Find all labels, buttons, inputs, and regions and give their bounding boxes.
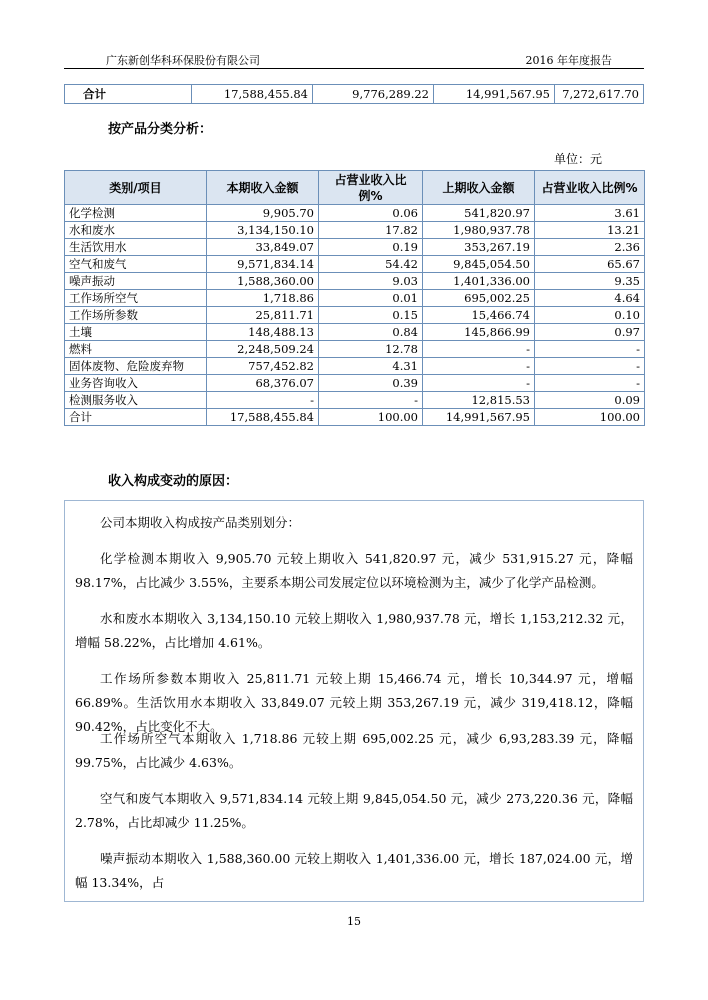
table-cell: 100.00 [535,409,645,426]
table-row [65,358,645,375]
table-row [65,205,645,222]
table-row [65,307,645,324]
unit-label: 单位：元 [553,152,602,166]
table-cell: 工作场所空气 [65,290,207,307]
table-cell: 0.09 [535,392,645,409]
table-cell: 25,811.71 [207,307,319,324]
table-cell: 化学检测 [65,205,207,222]
table-cell: 7,272,617.70 [555,85,644,104]
total-label: 合计 [65,85,192,104]
table-cell: 0.39 [319,375,423,392]
table-cell: 9,845,054.50 [423,256,535,273]
table-cell: 1,401,336.00 [423,273,535,290]
table-cell: - [423,341,535,358]
table-row [65,273,645,290]
table-cell: 15,466.74 [423,307,535,324]
table-cell: 68,376.07 [207,375,319,392]
table-cell: 14,991,567.95 [434,85,555,104]
table-cell: 0.15 [319,307,423,324]
table-cell: 0.97 [535,324,645,341]
table-cell: 695,002.25 [423,290,535,307]
table-cell: 噪声振动 [65,273,207,290]
table-body [65,205,645,426]
table-cell: - [535,341,645,358]
reason-text-box [64,500,644,902]
table-cell: 17.82 [319,222,423,239]
table-row [65,290,645,307]
table-row [65,239,645,256]
table-row [65,341,645,358]
col-header-category: 类别/项目 [65,171,207,205]
company-name: 广东新创华科环保股份有限公司 [106,54,260,67]
table-cell: 工作场所参数 [65,307,207,324]
product-category-table [64,170,645,426]
table-cell: 3.61 [535,205,645,222]
previous-table-total-row [64,84,644,104]
table-cell: 业务咨询收入 [65,375,207,392]
table-cell: 1,980,937.78 [423,222,535,239]
table-cell: 757,452.82 [207,358,319,375]
table-cell: 17,588,455.84 [192,85,313,104]
page-number: 15 [347,915,361,928]
table-cell: - [319,392,423,409]
reason-paragraph: 噪声振动本期收入 1,588,360.00 元较上期收入 1,401,336.00 元，增长 187,024.00 元，增幅 13.34%，占 [75,851,633,890]
product-section-title: 按产品分类分析： [108,122,213,137]
reason-paragraph: 水和废水本期收入 3,134,150.10 元较上期收入 1,980,937.78 元，增长 1,153,212.32 元，增幅 58.22%，占比增加 4.61%。 [75,611,633,650]
table-cell: 148,488.13 [207,324,319,341]
table-cell: 14,991,567.95 [423,409,535,426]
table-row [65,222,645,239]
table-cell: - [535,375,645,392]
table-cell: 合计 [65,409,207,426]
reason-paragraph: 工作场所空气本期收入 1,718.86 元较上期 695,002.25 元，减少 6,93,283.39 元，降幅 99.75%，占比减少 4.63%。 [75,731,633,770]
table-cell: - [207,392,319,409]
table-row [65,256,645,273]
table-cell: - [535,358,645,375]
table-cell: 12.78 [319,341,423,358]
table-cell: 17,588,455.84 [207,409,319,426]
table-cell: 1,588,360.00 [207,273,319,290]
table-cell: 0.10 [535,307,645,324]
table-cell: 13.21 [535,222,645,239]
report-title: 2016 年年度报告 [525,54,612,67]
table-cell: 2,248,509.24 [207,341,319,358]
table-cell: 9,905.70 [207,205,319,222]
table-cell: 4.64 [535,290,645,307]
reason-paragraph: 化学检测本期收入 9,905.70 元较上期收入 541,820.97 元，减少 531,915.27 元，降幅 98.17%，占比减少 3.55%，主要系本期公司发展定位以环境检测为主，减少了化学产品检测。 [75,551,633,590]
table-cell: 3,134,150.10 [207,222,319,239]
col-header-current-ratio: 占营业收入比例% [319,171,423,205]
reason-section-title: 收入构成变动的原因： [108,474,239,489]
table-cell: 65.67 [535,256,645,273]
table-row [65,85,644,104]
table-cell: 100.00 [319,409,423,426]
table-cell: - [423,358,535,375]
table-row [65,375,645,392]
col-header-prior-ratio: 占营业收入比例% [535,171,645,205]
table-cell: 353,267.19 [423,239,535,256]
table-cell: 33,849.07 [207,239,319,256]
table-row [65,409,645,426]
reason-paragraph: 工作场所参数本期收入 25,811.71 元较上期 15,466.74 元，增长 10,344.97 元，增幅 66.89%。生活饮用水本期收入 33,849.07 元较上期 353,267.19 元，减少 319,418.12，降幅 90.42%，占比变化不大。 [75,671,633,734]
table-cell: 燃料 [65,341,207,358]
reason-paragraph: 空气和废气本期收入 9,571,834.14 元较上期 9,845,054.50 元，减少 273,220.36 元，降幅 2.78%，占比却减少 11.25%。 [75,791,633,830]
table-cell: 9,571,834.14 [207,256,319,273]
table-cell: 541,820.97 [423,205,535,222]
table-cell: 9,776,289.22 [313,85,434,104]
table-cell: 9.35 [535,273,645,290]
table-cell: 2.36 [535,239,645,256]
page-header [64,50,644,69]
table-cell: 0.01 [319,290,423,307]
col-header-prior-amount: 上期收入金额 [423,171,535,205]
table-cell: 生活饮用水 [65,239,207,256]
col-header-current-amount: 本期收入金额 [207,171,319,205]
table-cell: - [423,375,535,392]
table-cell: 水和废水 [65,222,207,239]
table-cell: 0.84 [319,324,423,341]
table-cell: 12,815.53 [423,392,535,409]
table-cell: 0.19 [319,239,423,256]
table-cell: 1,718.86 [207,290,319,307]
table-cell: 145,866.99 [423,324,535,341]
reason-paragraph: 公司本期收入构成按产品类别划分： [100,515,301,530]
table-cell: 54.42 [319,256,423,273]
table-cell: 固体废物、危险废弃物 [65,358,207,375]
table-cell: 9.03 [319,273,423,290]
table-cell: 空气和废气 [65,256,207,273]
table-cell: 检测服务收入 [65,392,207,409]
table-header-row [65,171,645,205]
table-row [65,392,645,409]
table-row [65,324,645,341]
table-cell: 土壤 [65,324,207,341]
table-cell: 4.31 [319,358,423,375]
table-cell: 0.06 [319,205,423,222]
